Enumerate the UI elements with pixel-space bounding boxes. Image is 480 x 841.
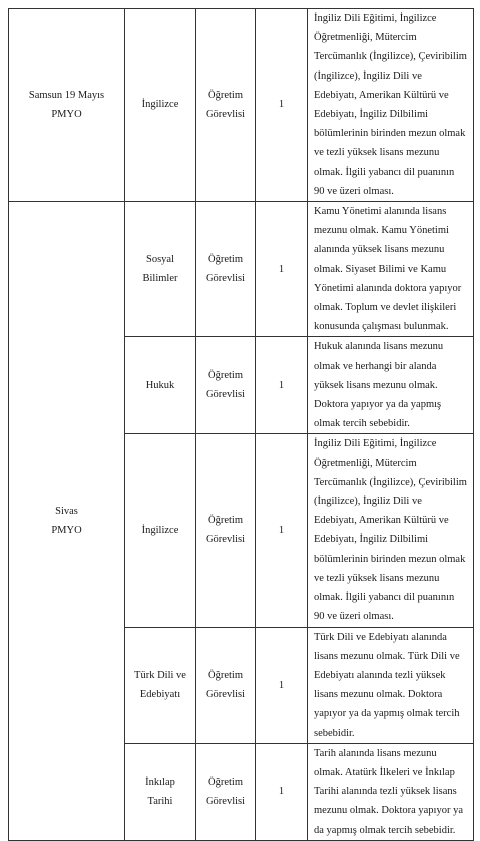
title-cell: Öğretim Görevlisi: [196, 202, 256, 337]
count-cell: 1: [256, 434, 308, 627]
requirement-cell: Tarih alanında lisans mezunu olmak. Atatürk İlkeleri ve İnkılap Tarihi alanında tezli yüksek lisans mezunu olmak. Doktora yapıyor ya da yapmış olmak tercih sebebidir.: [308, 743, 474, 840]
branch-cell: Sosyal Bilimler: [125, 202, 196, 337]
requirement-cell: Hukuk alanında lisans mezunu olmak ve herhangi bir alanda yüksek lisans mezunu olmak. Doktora yapıyor ya da yapmış olmak tercih sebebidir.: [308, 337, 474, 434]
branch-cell: Türk Dili ve Edebiyatı: [125, 627, 196, 743]
requirement-cell: Türk Dili ve Edebiyatı alanında lisans mezunu olmak. Türk Dili ve Edebiyatı alanında tezli yüksek lisans mezunu olmak. Doktora yapıyor ya da yapmış olmak tercih sebebidir.: [308, 627, 474, 743]
positions-table: [8, 8, 474, 841]
table-row: [9, 9, 474, 202]
requirement-cell: İngiliz Dili Eğitimi, İngilizce Öğretmenliği, Mütercim Tercümanlık (İngilizce), Çeviribilim (İngilizce), İngiliz Dili ve Edebiyatı, Amerikan Kültürü ve Edebiyatı, İngiliz Dilbilimi bölümlerinin birinden mezun olmak ve tezli yüksek lisans mezunu olmak. İlgili yabancı dil puanının 90 ve üzeri olması.: [308, 434, 474, 627]
branch-cell: İngilizce: [125, 434, 196, 627]
title-cell: Öğretim Görevlisi: [196, 627, 256, 743]
school-cell: Sivas PMYO: [9, 202, 125, 841]
branch-cell: İngilizce: [125, 9, 196, 202]
count-cell: 1: [256, 743, 308, 840]
title-cell: Öğretim Görevlisi: [196, 743, 256, 840]
table-row: [9, 202, 474, 337]
school-cell: Samsun 19 Mayıs PMYO: [9, 9, 125, 202]
branch-cell: İnkılap Tarihi: [125, 743, 196, 840]
count-cell: 1: [256, 627, 308, 743]
title-cell: Öğretim Görevlisi: [196, 434, 256, 627]
count-cell: 1: [256, 202, 308, 337]
title-cell: Öğretim Görevlisi: [196, 9, 256, 202]
count-cell: 1: [256, 337, 308, 434]
requirement-cell: Kamu Yönetimi alanında lisans mezunu olmak. Kamu Yönetimi alanında yüksek lisans mezunu olmak. Siyaset Bilimi ve Kamu Yönetimi alanında doktora yapıyor olmak. Toplum ve devlet ilişkileri konusunda çalışması bulunmak.: [308, 202, 474, 337]
title-cell: Öğretim Görevlisi: [196, 337, 256, 434]
branch-cell: Hukuk: [125, 337, 196, 434]
requirement-cell: İngiliz Dili Eğitimi, İngilizce Öğretmenliği, Mütercim Tercümanlık (İngilizce), Çeviribilim (İngilizce), İngiliz Dili ve Edebiyatı, Amerikan Kültürü ve Edebiyatı, İngiliz Dilbilimi bölümlerinin birinden mezun olmak ve tezli yüksek lisans mezunu olmak. İlgili yabancı dil puanının 90 ve üzeri olması.: [308, 9, 474, 202]
count-cell: 1: [256, 9, 308, 202]
